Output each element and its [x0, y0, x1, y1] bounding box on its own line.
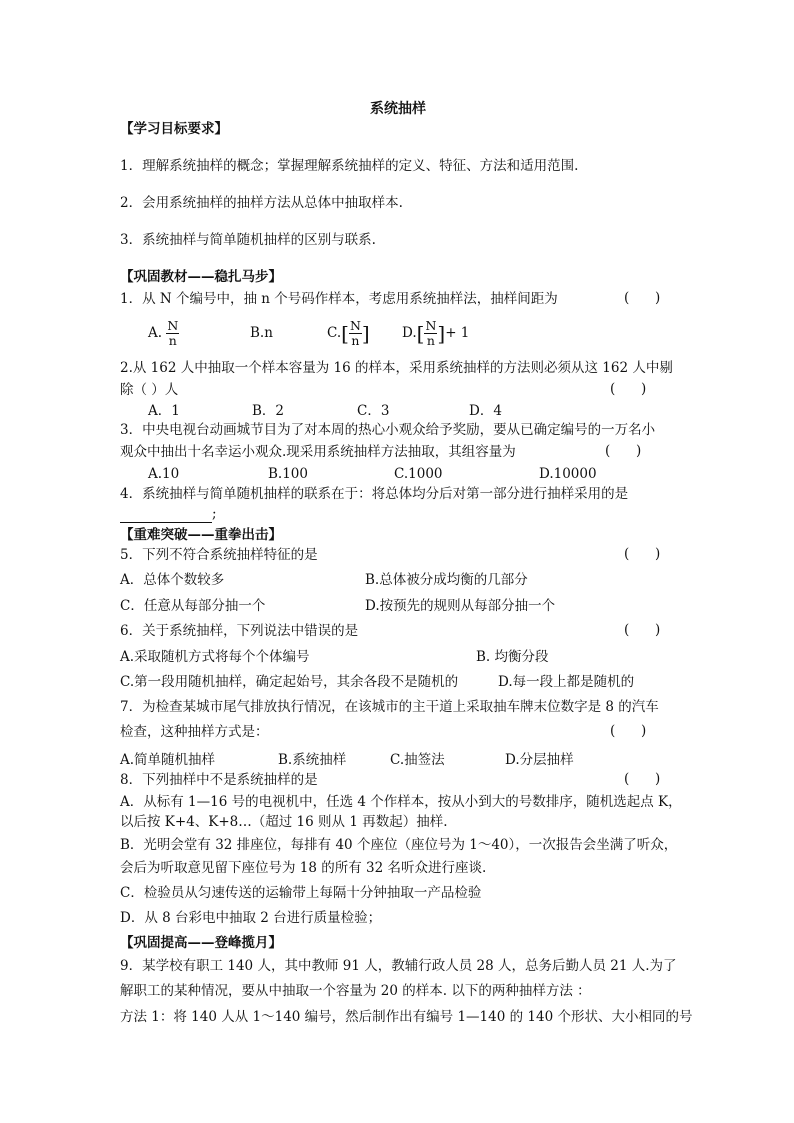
question-4-blank: ; — [120, 505, 217, 523]
section-heading-advance: 【巩固提高——登峰揽月】 — [120, 935, 282, 951]
question-6-option: D.每一段上都是随机的 — [498, 674, 635, 690]
option-label: C. — [327, 325, 342, 341]
fraction: $\frac{N}{n}$ — [425, 318, 437, 348]
section-heading-basics: 【巩固教材——稳扎马步】 — [120, 269, 282, 285]
question-7-option: C.抽签法 — [390, 752, 445, 768]
question-6-stem: 6．关于系统抽样，下列说法中错误的是 — [120, 623, 359, 639]
question-7-option: D.分层抽样 — [505, 752, 574, 768]
question-3-option: A.10 — [148, 466, 180, 482]
question-7-option: B.系统抽样 — [278, 752, 347, 768]
question-5-option: A．总体个数较多 — [120, 572, 225, 588]
question-3-option: B.100 — [268, 466, 308, 482]
question-7-option: A.简单随机抽样 — [120, 752, 216, 768]
question-2-option: C．3 — [357, 403, 390, 419]
goal-item: 2．会用系统抽样的抽样方法从总体中抽取样本. — [120, 195, 403, 211]
question-1-option-b: B.n — [250, 325, 273, 341]
answer-paren: ( ) — [610, 723, 647, 739]
question-6-option: A.采取随机方式将每个个体编号 — [120, 649, 310, 665]
fill-in-blank — [120, 508, 212, 523]
question-5-option: B.总体被分成均衡的几部分 — [365, 572, 528, 588]
question-2-option: B．2 — [252, 403, 285, 419]
question-1-option-c: C.[ $\frac{N}{n}$ ] — [327, 318, 370, 348]
question-5-option: D.按预先的规则从每部分抽一个 — [365, 598, 556, 614]
fraction: $\frac{N}{n}$ — [167, 318, 179, 348]
answer-paren: ( ) — [610, 381, 647, 397]
question-8-line: 以后按 K+4、K+8…（超过 16 则从 1 再数起）抽样. — [120, 814, 448, 830]
question-8-line: 会后为听取意见留下座位号为 18 的所有 32 名听众进行座谈. — [120, 860, 487, 876]
goal-item: 3．系统抽样与简单随机抽样的区别与联系. — [120, 232, 376, 248]
question-5-option: C．任意从每部分抽一个 — [120, 598, 266, 614]
question-3-option: D.10000 — [539, 466, 597, 482]
option-label: D. — [402, 325, 417, 341]
question-8-line: A．从标有 1—16 号的电视机中，任选 4 个作样本，按从小到大的号数排序，随机选起点 K， — [120, 794, 682, 810]
question-6-option: B. 均衡分段 — [476, 649, 549, 665]
question-5-stem: 5．下列不符合系统抽样特征的是 — [120, 547, 318, 563]
question-7-stem: 7．为检查某城市尾气排放执行情况，在该城市的主干道上采取抽车牌末位数字是 8 的汽车 — [120, 699, 659, 715]
page-title: 系统抽样 — [370, 101, 426, 117]
fraction: $\frac{N}{n}$ — [349, 318, 361, 348]
option-label: A. — [148, 325, 163, 341]
question-8-line: B．光明会堂有 32 排座位，每排有 40 个座位（座位号为 1～40），一次报告会坐满了听众， — [120, 837, 678, 853]
question-1-stem: 1．从 N 个编号中，抽 n 个号码作样本，考虑用系统抽样法，抽样间距为 — [120, 291, 558, 307]
question-6-option: C.第一段用随机抽样，确定起始号，其余各段不是随机的 — [120, 674, 459, 690]
question-9-line: 解职工的某种情况，要从中抽取一个容量为 20 的样本. 以下的两种抽样方法 ： — [120, 983, 591, 999]
question-9-line: 9．某学校有职工 140 人，其中教师 91 人，教辅行政人员 28 人，总务后勤人员 21 人.为了 — [120, 958, 677, 974]
question-9-line: 方法 1：将 140 人从 1～140 编号，然后制作出有编号 1—140 的 140 个形状、大小相同的号 — [120, 1009, 693, 1025]
question-2-stem: 除（ ）人 — [120, 382, 179, 398]
question-2-stem: 2.从 162 人中抽取一个样本容量为 16 的样本，采用系统抽样的方法则必须从这 162 人中剔 — [120, 360, 673, 376]
answer-paren: ( ) — [624, 622, 661, 638]
answer-paren: ( ) — [624, 771, 661, 787]
question-4-stem: 4．系统抽样与简单随机抽样的联系在于：将总体均分后对第一部分进行抽样采用的是 — [120, 486, 629, 502]
question-8-line: D．从 8 台彩电中抽取 2 台进行质量检验； — [120, 910, 382, 926]
goal-item: 1．理解系统抽样的概念；掌握理解系统抽样的定义、特征、方法和适用范围. — [120, 158, 579, 174]
question-8-stem: 8．下列抽样中不是系统抽样的是 — [120, 772, 318, 788]
question-1-option-a — [148, 316, 179, 350]
answer-paren: ( ) — [605, 443, 642, 459]
section-heading-goals: 【学习目标要求】 — [120, 121, 228, 137]
question-1-option-d: D.[ $\frac{N}{n}$ ]+ 1 — [402, 318, 470, 348]
answer-paren: ( ) — [624, 546, 661, 562]
question-3-stem: 3．中央电视台动画城节目为了对本周的热心小观众给予奖励，要从已确定编号的一万名小 — [120, 422, 656, 438]
question-3-stem: 观众中抽出十名幸运小观众.现采用系统抽样方法抽取，其组容量为 — [120, 444, 516, 460]
question-2-option: A．1 — [148, 403, 180, 419]
section-heading-key: 【重难突破——重拳出击】 — [120, 527, 282, 543]
question-8-line: C．检验员从匀速传送的运输带上每隔十分钟抽取一产品检验 — [120, 885, 482, 901]
question-2-option: D．4 — [469, 403, 502, 419]
question-7-stem: 检查，这种抽样方式是： — [120, 724, 269, 740]
answer-paren: ( ) — [624, 290, 661, 306]
question-3-option: C.1000 — [394, 466, 443, 482]
